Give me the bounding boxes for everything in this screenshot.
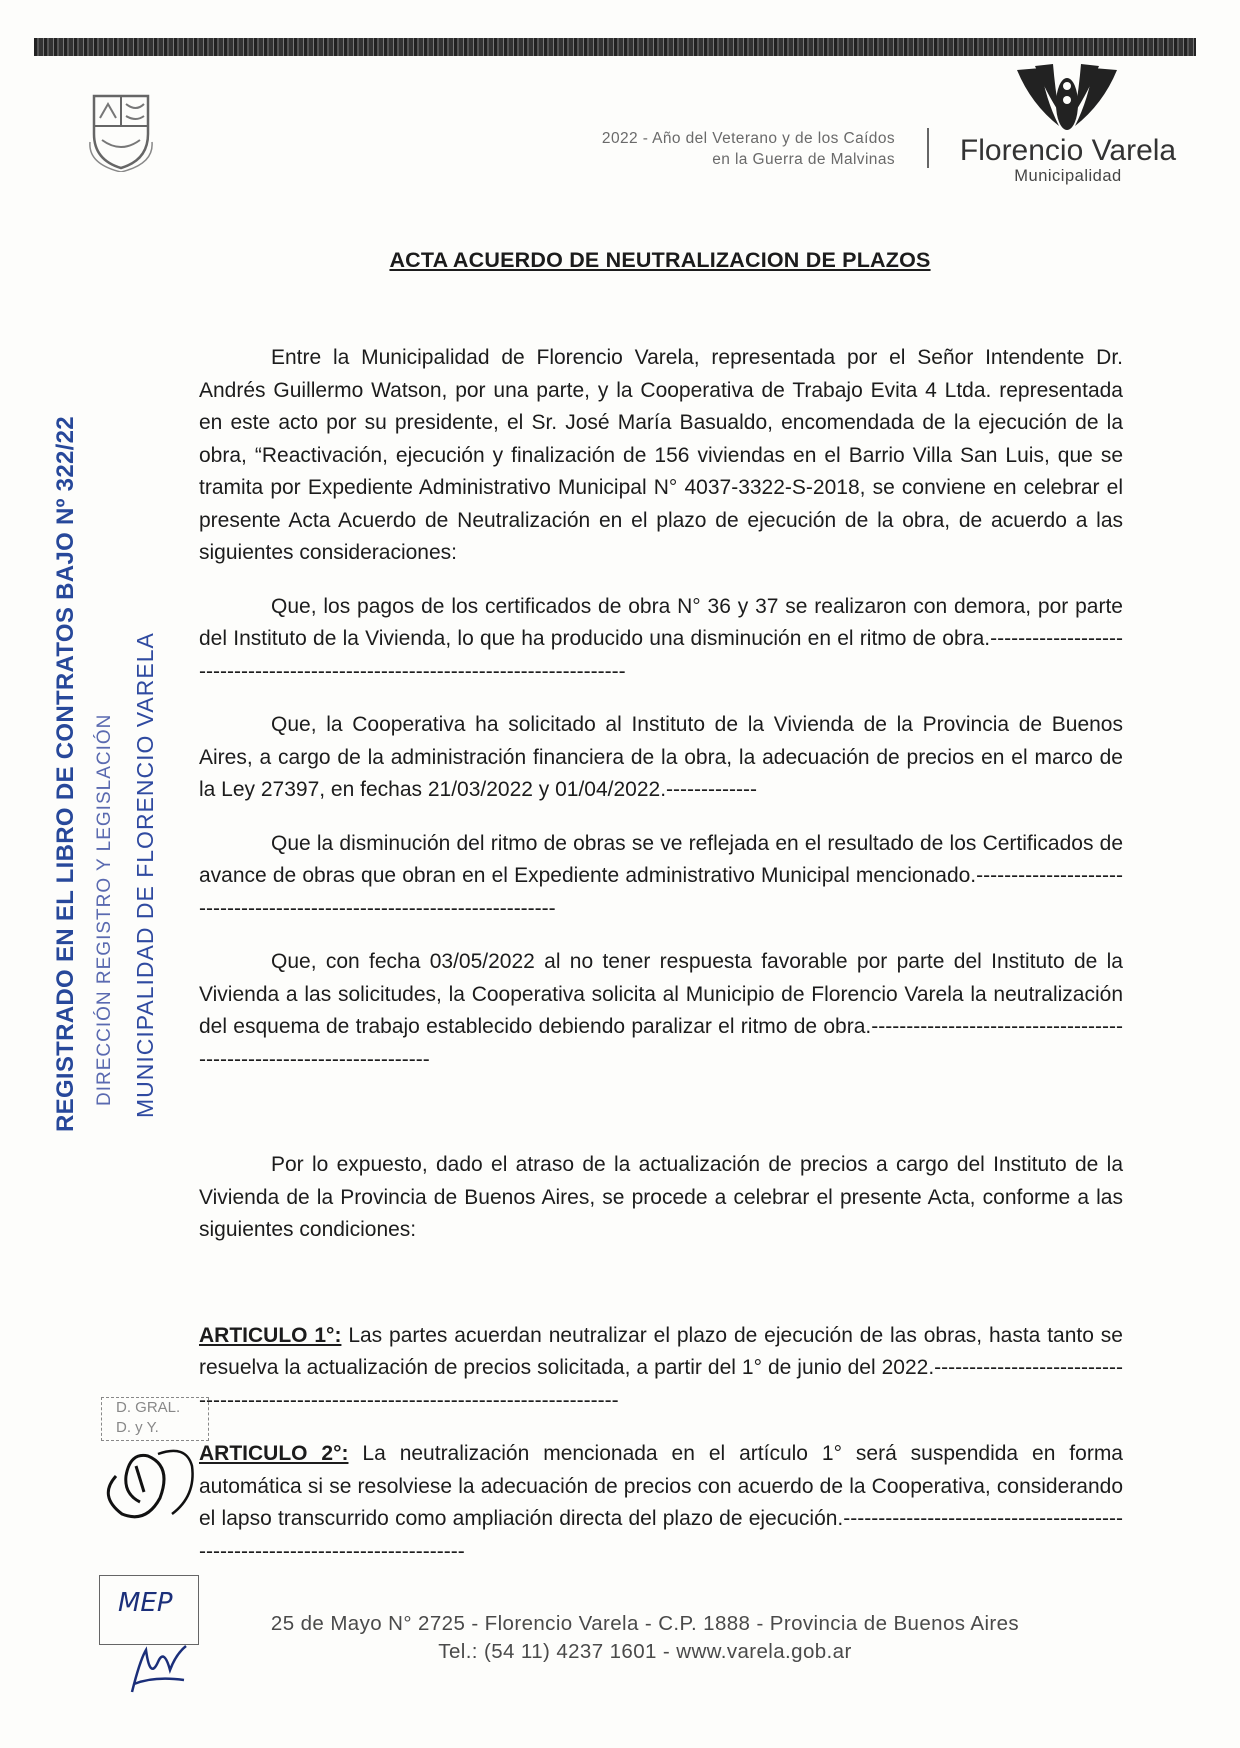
paragraph-price-request: Que, la Cooperativa ha solicitado al Instituto de la Vivienda de la Provincia de Buenos Aires, a cargo de la administración financiera de la obra, la adecuación de precios en el marco de la Ley 27397, en fechas 21/03/2022 y 01/04/2022.------------- [199, 713, 1123, 801]
article-1-label: ARTICULO 1°: [199, 1323, 342, 1347]
brand-subtitle: Municipalidad [1014, 167, 1122, 185]
article-1 [199, 1320, 1123, 1418]
handwritten-initials: MEP [118, 1588, 173, 1618]
brand-name: Florencio Varela [959, 134, 1177, 167]
header-divider [927, 128, 929, 168]
slogan-line-2: en la Guerra de Malvinas [712, 151, 895, 168]
paragraph-intro: Entre la Municipalidad de Florencio Varela, representada por el Señor Intendente Dr. Andrés Guillermo Watson, por una parte, y la Cooperativa de Trabajo Evita 4 Ltda. representada en este acto por su presidente, el Sr. José María Basualdo, encomendada de la ejecución de la obra, “Reactivación, ejecución y finalización de 156 viviendas en el Barrio Villa San Luis, que se tramita por Expediente Administrativo Municipal N° 4037-3322-S-2018, se conviene en celebrar el presente Acta Acuerdo de Neutralización en el plazo de ejecución de la obra, de acuerdo a las siguientes consideraciones: [199, 346, 1123, 564]
scan-top-border [34, 38, 1196, 56]
document-title: ACTA ACUERDO DE NEUTRALIZACION DE PLAZOS [389, 248, 931, 272]
paragraph-work-decrease: Que la disminución del ritmo de obras se ve reflejada en el resultado de los Certificados de avance de obras que obran en el Expediente administrativo Municipal mencionado.------------------------------------------------------------------------ [199, 831, 1123, 920]
article-2-text: La neutralización mencionada en el artículo 1° será suspendida en forma automática si se resolviese la adecuación de precios con acuerdo de la Cooperativa, considerando el lapso transcurrido como ampliación directa del plazo de ejecución.------------------------------------------------------------------------------ [199, 1442, 1123, 1563]
document-body [199, 342, 1123, 1568]
dgral-stamp [101, 1397, 209, 1441]
signature-icon [96, 1436, 206, 1526]
article-1-text: Las partes acuerdan neutralizar el plazo de ejecución de las obras, hasta tanto se resuelva la actualización de precios solicitada, a partir del 1° de junio del 2022.--------------------------------------------------------------------------------------- [199, 1323, 1123, 1412]
municipal-crest-icon [88, 90, 154, 172]
florencio-varela-logo-icon [1013, 64, 1121, 136]
registry-stamp-line-3: MUNICIPALIDAD DE FLORENCIO VARELA [132, 632, 158, 1118]
slogan [480, 128, 895, 170]
article-2-label: ARTICULO 2°: [199, 1442, 349, 1465]
paragraph-conclusion: Por lo expuesto, dado el atraso de la actualización de precios a cargo del Instituto de la Vivienda de la Provincia de Buenos Aires, se procede a celebrar el presente Acta, conforme a las siguientes condiciones: [199, 1153, 1123, 1241]
dgral-stamp-line-1: D. GRAL. [116, 1399, 181, 1416]
footer-contact: Tel.: (54 11) 4237 1601 - www.varela.gob.ar [438, 1640, 852, 1663]
small-signature-icon [124, 1640, 194, 1700]
paragraph-neutralization-request: Que, con fecha 03/05/2022 al no tener respuesta favorable por parte del Instituto de la Vivienda a las solicitudes, la Cooperativa solicita al Municipio de Florencio Varela la neutralización del esquema de trabajo establecido debiendo paralizar el ritmo de obra.--------------------------------------------------------------------- [199, 950, 1123, 1071]
footer-address: 25 de Mayo N° 2725 - Florencio Varela - C.P. 1888 - Provincia de Buenos Aires [270, 1612, 1020, 1635]
article-2 [199, 1438, 1123, 1568]
registry-stamp-line-2: DIRECCIÓN REGISTRO Y LEGISLACIÓN [94, 713, 115, 1106]
dgral-stamp-line-2: D. y Y. [116, 1419, 159, 1436]
registry-stamp-line-1: REGISTRADO EN EL LIBRO DE CONTRATOS BAJO Nº 322/22 [52, 416, 79, 1132]
slogan-line-1: 2022 - Año del Veterano y de los Caídos [601, 130, 895, 147]
paragraph-payments: Que, los pagos de los certificados de obra N° 36 y 37 se realizaron con demora, por parte del Instituto de la Vivienda, lo que ha producido una disminución en el ritmo de obra.-------------------------------------------------------------------------------- [199, 594, 1123, 683]
